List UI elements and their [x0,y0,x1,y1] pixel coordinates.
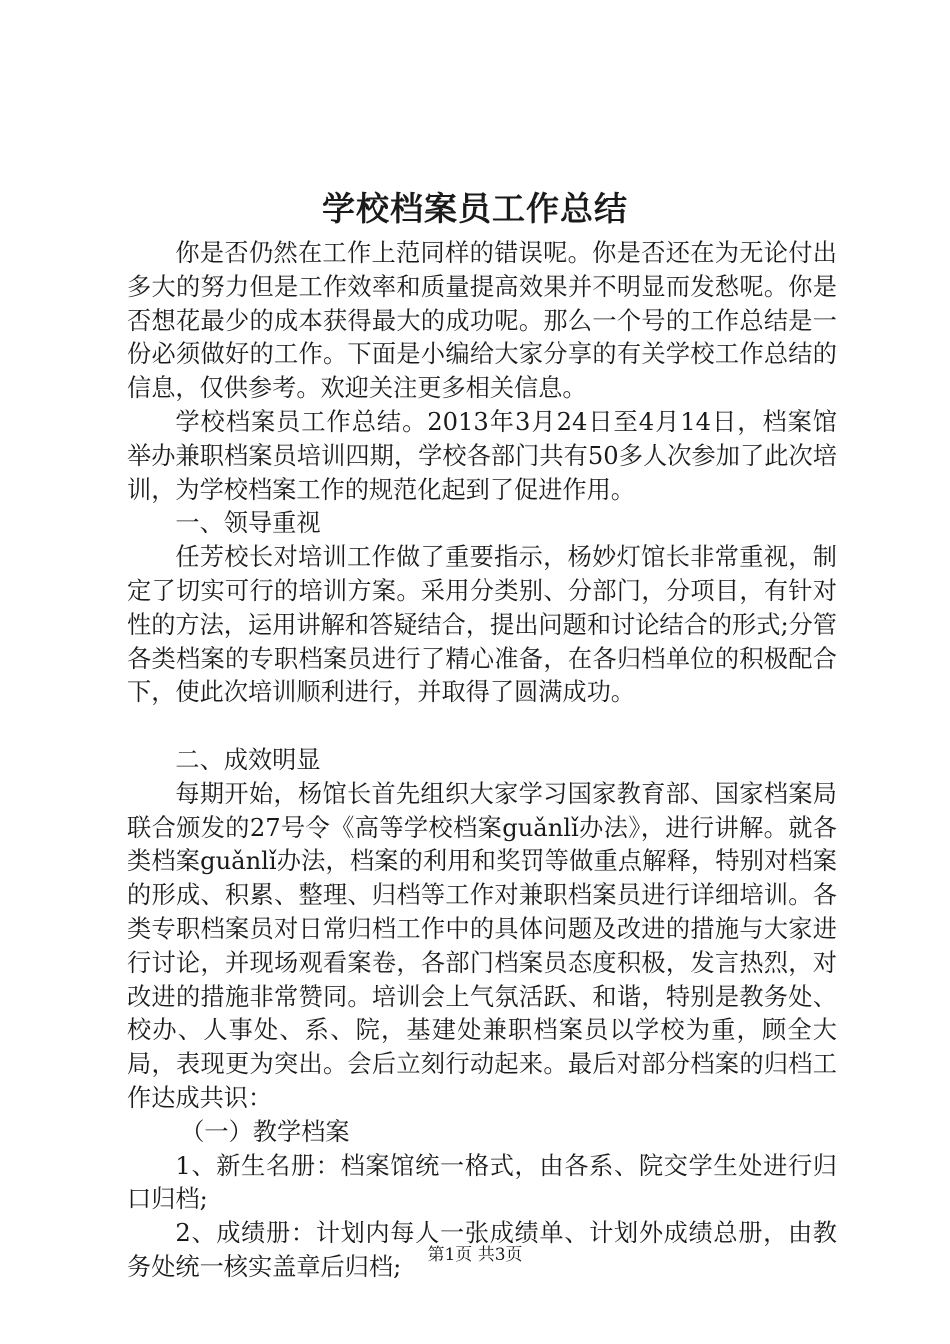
subsection-heading-teaching: （一）教学档案 [180,1117,350,1146]
page-footer: 第1页 共3页 [427,1245,523,1265]
paragraph-spacer [127,710,837,744]
section-heading-leadership: 一、领导重视 [175,509,321,538]
summary-paragraph: 学校档案员工作总结。2013年3月24日至4月14日，档案馆举办兼职档案员培训四期，学校各部门共有50多人次参加了此次培训，为学校档案工作的规范化起到了促进作用。 [127,407,837,504]
document-body [127,237,837,1285]
leadership-paragraph: 任芳校长对培训工作做了重要指示，杨妙灯馆长非常重视，制定了切实可行的培训方案。采用分类别、分部门，分项目，有针对性的方法，运用讲解和答疑结合，提出问题和讨论结合的形式;分管各类档案的专职档案员进行了精心准备，在各归档单位的积极配合下，使此次培训顺利进行，并取得了圆满成功。 [127,543,837,707]
intro-paragraph: 你是否仍然在工作上范同样的错误呢。你是否还在为无论付出多大的努力但是工作效率和质量提高效果并不明显而发愁呢。你是否想花最少的成本获得最大的成功呢。那么一个号的工作总结是一份必须做好的工作。下面是小编给大家分享的有关学校工作总结的信息，仅供参考。欢迎关注更多相关信息。 [127,239,837,403]
section-heading-results: 二、成效明显 [175,745,321,774]
document-title: 学校档案员工作总结 [322,189,628,228]
list-item-roster: 1、新生名册：档案馆统一格式，由各系、院交学生处进行归口归档; [127,1151,837,1214]
results-paragraph: 每期开始，杨馆长首先组织大家学习国家教育部、国家档案局联合颁发的27号令《高等学校档案guǎnlǐ办法》，进行讲解。就各类档案guǎnlǐ办法，档案的利用和奖罚等做重点解释，特别对档案的形成、积累、整理、归档等工作对兼职档案员进行详细培训。各类专职档案员对日常归档工作中的具体问题及改进的措施与大家进行讨论，并现场观看案卷，各部门档案员态度积极，发言热烈，对改进的措施非常赞同。培训会上气氛活跃、和谐，特别是教务处、校办、人事处、系、院，基建处兼职档案员以学校为重，顾全大局，表现更为突出。会后立刻行动起来。最后对部分档案的归档工作达成共识： [127,779,837,1112]
list-item-grades: 2、成绩册：计划内每人一张成绩单、计划外成绩总册，由教务处统一核实盖章后归档; [127,1219,837,1281]
